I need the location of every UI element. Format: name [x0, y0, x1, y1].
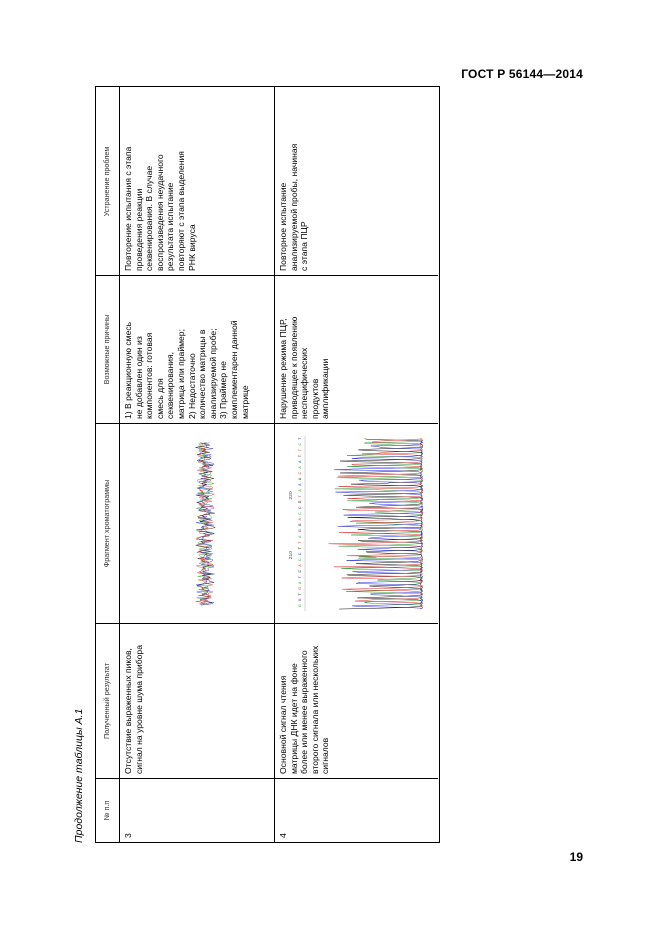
base-call: T — [297, 495, 303, 498]
base-call: T — [297, 576, 303, 579]
col-header-num: № п.п — [96, 778, 119, 842]
base-call: C — [297, 558, 303, 561]
table-row — [120, 87, 275, 842]
chromatogram-cell — [120, 423, 274, 623]
solution-cell: Повторное испытание анализируемой пробы, начиная с этапа ПЦР — [278, 143, 310, 271]
document-code: ГОСТ Р 56144—2014 — [461, 67, 583, 81]
causes-cell: Нарушение режима ПЦР, приводящее к появлению неспецифических продуктов амплификации — [275, 275, 438, 423]
position-label: 220 — [287, 491, 295, 500]
base-call: T — [297, 449, 303, 452]
base-call: G — [297, 523, 303, 527]
base-call: C — [297, 552, 303, 556]
base-call: G — [297, 604, 303, 608]
table-header-row — [96, 87, 120, 842]
base-call: T — [297, 547, 303, 550]
base-call: A — [297, 535, 303, 538]
troubleshooting-table — [95, 86, 440, 843]
base-call: A — [297, 483, 303, 486]
causes-cell: 1) В реакционную смесь не добавлен один из компонентов: готовая смесь для секвенирования, матрица или праймер; 2) Недостаточно количество матрицы в анализируемой пробе; 3) Праймер не комплементарен данной матрице — [120, 275, 274, 423]
chromatogram-cell — [275, 423, 438, 623]
mixed-signal-chromatogram — [281, 430, 432, 617]
base-call: C — [297, 512, 303, 515]
col-header-chromatogram: Фрагмент хроматограммы — [96, 423, 119, 623]
solution-cell: Повторение испытания с этапа проведения реакции секвенирования. В случае воспроизведения неудачного результата испытание повторяют с этапа выделения РНК вируса — [123, 146, 197, 271]
base-call: A — [297, 518, 303, 521]
result-cell: Отсутствие выраженных пиков, сигнал на уровне шума прибора — [120, 623, 274, 778]
base-call: G — [297, 598, 303, 602]
base-call: C — [297, 471, 303, 475]
result-cell: Основной сигнал чтения матрицы ДНК идет на фоне более или менее выраженного второго сигнала или нескольких сигналов — [275, 623, 438, 778]
trace-line — [335, 439, 423, 609]
noise-chromatogram-svg — [126, 430, 268, 617]
row-number: 3 — [120, 778, 274, 842]
position-label: 210 — [287, 551, 295, 560]
mixed-signal-chromatogram-svg — [281, 430, 432, 617]
row-number: 4 — [275, 778, 438, 842]
page-number: 19 — [569, 850, 583, 864]
table-caption: Продолжение таблицы А.1 — [73, 708, 85, 843]
col-header-solution: Устранение проблем — [102, 146, 112, 217]
rotated-table-container — [70, 86, 440, 843]
col-header-result: Полученный результат — [96, 623, 119, 778]
base-call: A — [297, 466, 303, 469]
trace-line — [329, 439, 424, 609]
base-call: T — [297, 454, 303, 458]
col-header-causes: Возможные причины — [96, 275, 119, 423]
base-call: G — [297, 587, 303, 590]
noise-chromatogram — [126, 430, 268, 617]
base-call: T — [297, 541, 303, 544]
table-row — [275, 87, 438, 842]
base-call: G — [297, 529, 303, 533]
base-call: A — [297, 460, 303, 463]
base-call: T — [297, 593, 303, 596]
base-call: A — [297, 581, 303, 584]
base-call: T — [297, 437, 303, 440]
base-call: C — [297, 506, 303, 509]
base-call: A — [297, 564, 303, 567]
base-call: A — [297, 477, 303, 481]
base-call: C — [297, 569, 303, 573]
base-call: C — [297, 442, 303, 446]
base-call: G — [297, 500, 303, 504]
base-call: A — [297, 489, 303, 492]
